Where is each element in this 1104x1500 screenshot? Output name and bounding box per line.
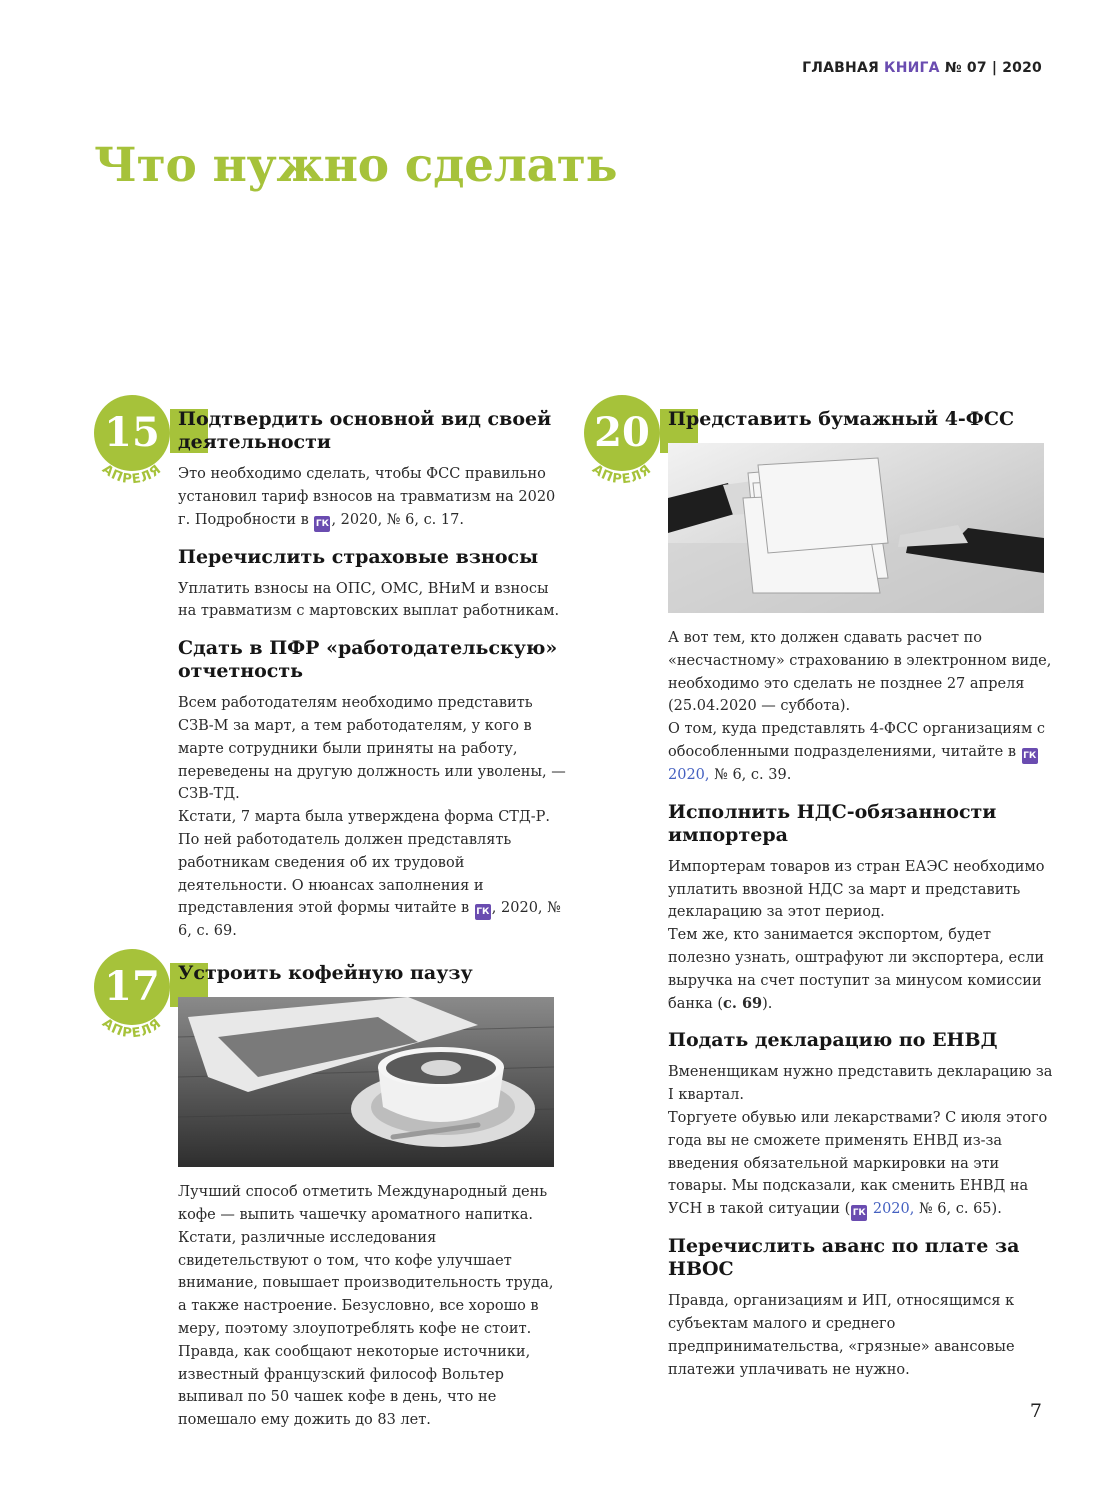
badge-day: 17 bbox=[94, 949, 170, 1025]
masthead-main: ГЛАВНАЯ bbox=[802, 60, 879, 76]
right-column bbox=[576, 395, 1056, 1395]
svg-text:АПРЕЛЯ bbox=[589, 462, 655, 487]
badge-month-text: АПРЕЛЯ bbox=[99, 1015, 165, 1042]
badge-day: 15 bbox=[94, 395, 170, 471]
date-badge-20 bbox=[576, 395, 668, 487]
section-title: Перечислить страховые взносы bbox=[178, 545, 539, 568]
section-text: Импортерам товаров из стран ЕАЭС необходимо уплатить ввозной НДС за март и представить декларацию за этот период. bbox=[668, 858, 1045, 921]
section-text: Это необходимо сделать, чтобы ФСС правильно установил тариф взносов на травматизм на 2020 г. Подробности в ГК , 2020, № 6, с. 17. bbox=[178, 463, 566, 532]
page-number: 7 bbox=[1029, 1400, 1042, 1422]
gk-logo-icon: ГК bbox=[314, 516, 330, 532]
badge-day: 20 bbox=[584, 395, 660, 471]
content-20 bbox=[668, 395, 1056, 1381]
badge-month bbox=[576, 395, 668, 487]
badge-month-text: АПРЕЛЯ bbox=[99, 461, 165, 488]
section-text: Вмененщикам нужно представить декларацию за I квартал. bbox=[668, 1064, 1053, 1104]
date-block-20 bbox=[576, 395, 1056, 1381]
page-title: Что нужно сделать bbox=[94, 138, 618, 193]
left-column bbox=[86, 395, 566, 1446]
date-badge-15 bbox=[86, 395, 178, 487]
section-text: Тем же, кто занимается экспортом, будет полезно узнать, оштрафуют ли экспортера, если выручка на счет поступит за минусом комиссии банка (с. 69). bbox=[668, 927, 1045, 1012]
content-15 bbox=[178, 395, 566, 943]
gk-logo-icon: ГК bbox=[1022, 748, 1038, 764]
section-text: Лучший способ отметить Международный день кофе — выпить чашечку ароматного напитка. Кстати, различные исследования свидетельствуют о том, что кофе улучшает внимание, повышает производительность труда, а также настроение. Безусловно, все хорошо в меру, поэтому злоупотреблять кофе не стоит. Правда, как сообщают некоторые источники, известный французский философ Вольтер выпивал по 50 чашек кофе в день, что не помешало ему дожить до 83 лет. bbox=[178, 1184, 554, 1429]
section-title: Устроить кофейную паузу bbox=[178, 962, 473, 985]
section-text: Кстати, 7 марта была утверждена форма СТД-Р. По ней работодатель должен представлять работникам сведения об их трудовой деятельности. О нюансах заполнения и представления этой формы читайте в ГК , 2020, № 6, с. 69. bbox=[178, 809, 561, 940]
section-text: Правда, организациям и ИП, относящимся к субъектам малого и среднего предпринимательства, «грязные» авансовые платежи уплачивать не нужно. bbox=[668, 1293, 1015, 1378]
handshake-documents-photo bbox=[668, 443, 1044, 613]
section-title: Сдать в ПФР «работодательскую» отчетность bbox=[178, 637, 558, 683]
section-title: Подтвердить основной вид своей деятельности bbox=[178, 408, 552, 453]
section-title: Подать декларацию по ЕНВД bbox=[668, 1029, 998, 1052]
gk-logo-icon: ГК bbox=[851, 1205, 867, 1221]
section-text: О том, куда представлять 4-ФСС организациям с обособленными подразделениями, читайте в ГК2020, № 6, с. 39. bbox=[668, 721, 1046, 783]
page-ref: с. 69 bbox=[723, 994, 763, 1012]
section-text: А вот тем, кто должен сдавать расчет по «несчастному» страхованию в электронном виде, необходимо это сделать не позднее 27 апреля (25.04.2020 — суббота). bbox=[668, 630, 1052, 715]
date-block-15 bbox=[86, 395, 566, 943]
section-text: Уплатить взносы на ОПС, ОМС, ВНиМ и взносы на травматизм с мартовских выплат работникам. bbox=[178, 580, 560, 620]
badge-month-text: АПРЕЛЯ bbox=[589, 461, 655, 488]
svg-text:АПРЕЛЯ bbox=[99, 1016, 165, 1041]
section-title: Представить бумажный 4-ФСС bbox=[668, 408, 1015, 430]
section-text: Всем работодателям необходимо представить СЗВ-М за март, а тем работодателям, у кого в марте сотрудники были приняты на работу, переведены на другую должность или уволены, — СЗВ-ТД. bbox=[178, 695, 566, 803]
section-title: Перечислить аванс по плате за НВОС bbox=[668, 1235, 1020, 1281]
badge-month bbox=[86, 395, 178, 487]
gk-link[interactable]: 2020, bbox=[868, 1201, 915, 1218]
masthead bbox=[802, 60, 1042, 76]
svg-text:АПРЕЛЯ bbox=[99, 462, 165, 487]
gk-logo-icon: ГК bbox=[475, 904, 491, 920]
date-block-17 bbox=[86, 949, 566, 1432]
content-17 bbox=[178, 949, 566, 1432]
coffee-photo bbox=[178, 997, 554, 1167]
date-badge-17 bbox=[86, 949, 178, 1041]
section-text: Торгуете обувью или лекарствами? С июля этого года вы не сможете применять ЕНВД из-за введения обязательной маркировки на эти товары. Мы подсказали, как сменить ЕНВД на УСН в такой ситуации ( ГК 2020, № 6, с. 65). bbox=[668, 1107, 1056, 1221]
badge-month bbox=[86, 949, 178, 1041]
masthead-issue: № 07 | 2020 bbox=[944, 60, 1042, 76]
section-title: Исполнить НДС-обязанности импортера bbox=[668, 800, 997, 846]
masthead-kniga: КНИГА bbox=[884, 60, 940, 76]
gk-link[interactable]: 2020, bbox=[668, 766, 710, 783]
